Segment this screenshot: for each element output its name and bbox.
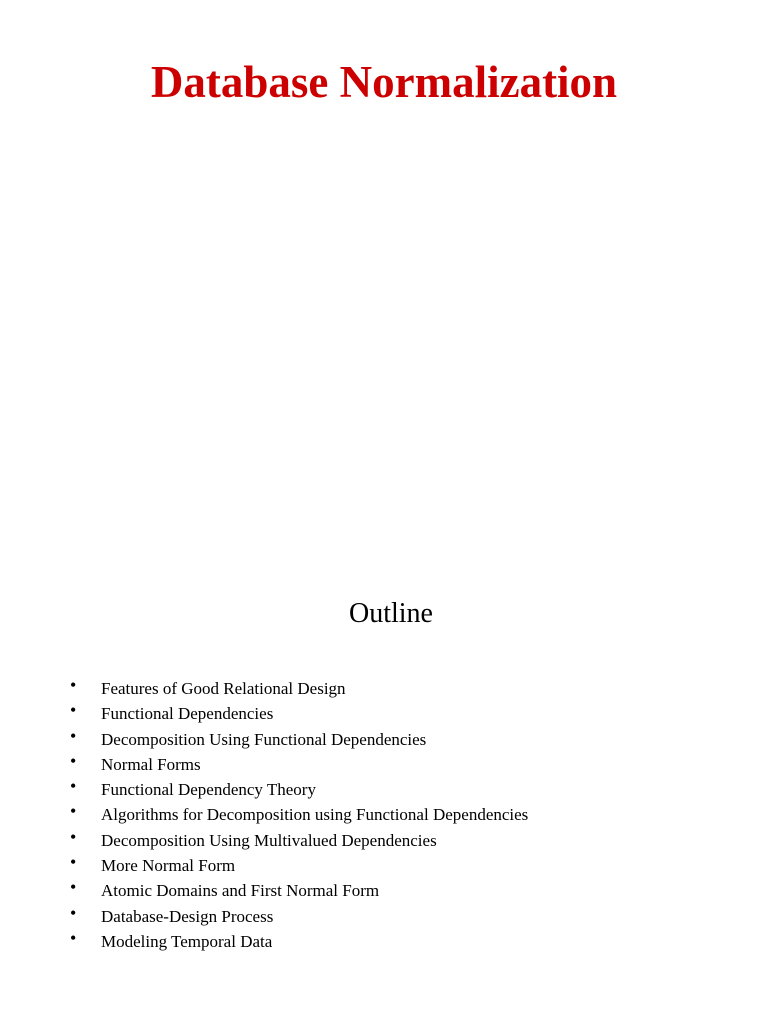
list-item: [0, 878, 768, 903]
list-item-text: Decomposition Using Multivalued Dependencies: [101, 830, 437, 850]
list-item: [0, 727, 768, 752]
list-item-text: Database-Design Process: [101, 906, 274, 926]
bullet-icon: •: [70, 725, 77, 746]
bullet-icon: •: [70, 801, 77, 822]
bullet-icon: •: [70, 675, 77, 695]
list-item: [0, 929, 768, 954]
list-item: [0, 676, 768, 701]
bullet-icon: •: [70, 927, 77, 948]
list-item-text: Features of Good Relational Design: [101, 679, 346, 698]
page-title: Database Normalization: [150, 57, 618, 107]
bullet-icon: •: [70, 902, 77, 923]
list-item-text: Normal Forms: [101, 754, 201, 774]
bullet-icon: •: [70, 700, 77, 721]
outline-list: [0, 676, 768, 954]
list-item: [0, 752, 768, 777]
bullet-icon: •: [70, 877, 77, 898]
list-item-text: Decomposition Using Functional Dependencies: [101, 729, 427, 749]
list-item: [0, 777, 768, 802]
list-item-text: Functional Dependencies: [101, 704, 274, 724]
list-item: [0, 701, 768, 726]
outline-heading: Outline: [349, 598, 433, 629]
list-item-text: Algorithms for Decomposition using Functional Dependencies: [101, 805, 529, 825]
list-item-text: More Normal Form: [101, 856, 236, 876]
list-item: [0, 904, 768, 929]
bullet-icon: •: [70, 776, 77, 797]
list-item: [0, 802, 768, 827]
bullet-icon: •: [70, 852, 77, 873]
list-item-text: Functional Dependency Theory: [101, 780, 316, 800]
list-item-text: Atomic Domains and First Normal Form: [101, 881, 380, 901]
list-item-text: Modeling Temporal Data: [101, 931, 273, 951]
bullet-icon: •: [70, 750, 77, 771]
list-item: [0, 853, 768, 878]
bullet-icon: •: [70, 826, 77, 847]
list-item: [0, 828, 768, 853]
